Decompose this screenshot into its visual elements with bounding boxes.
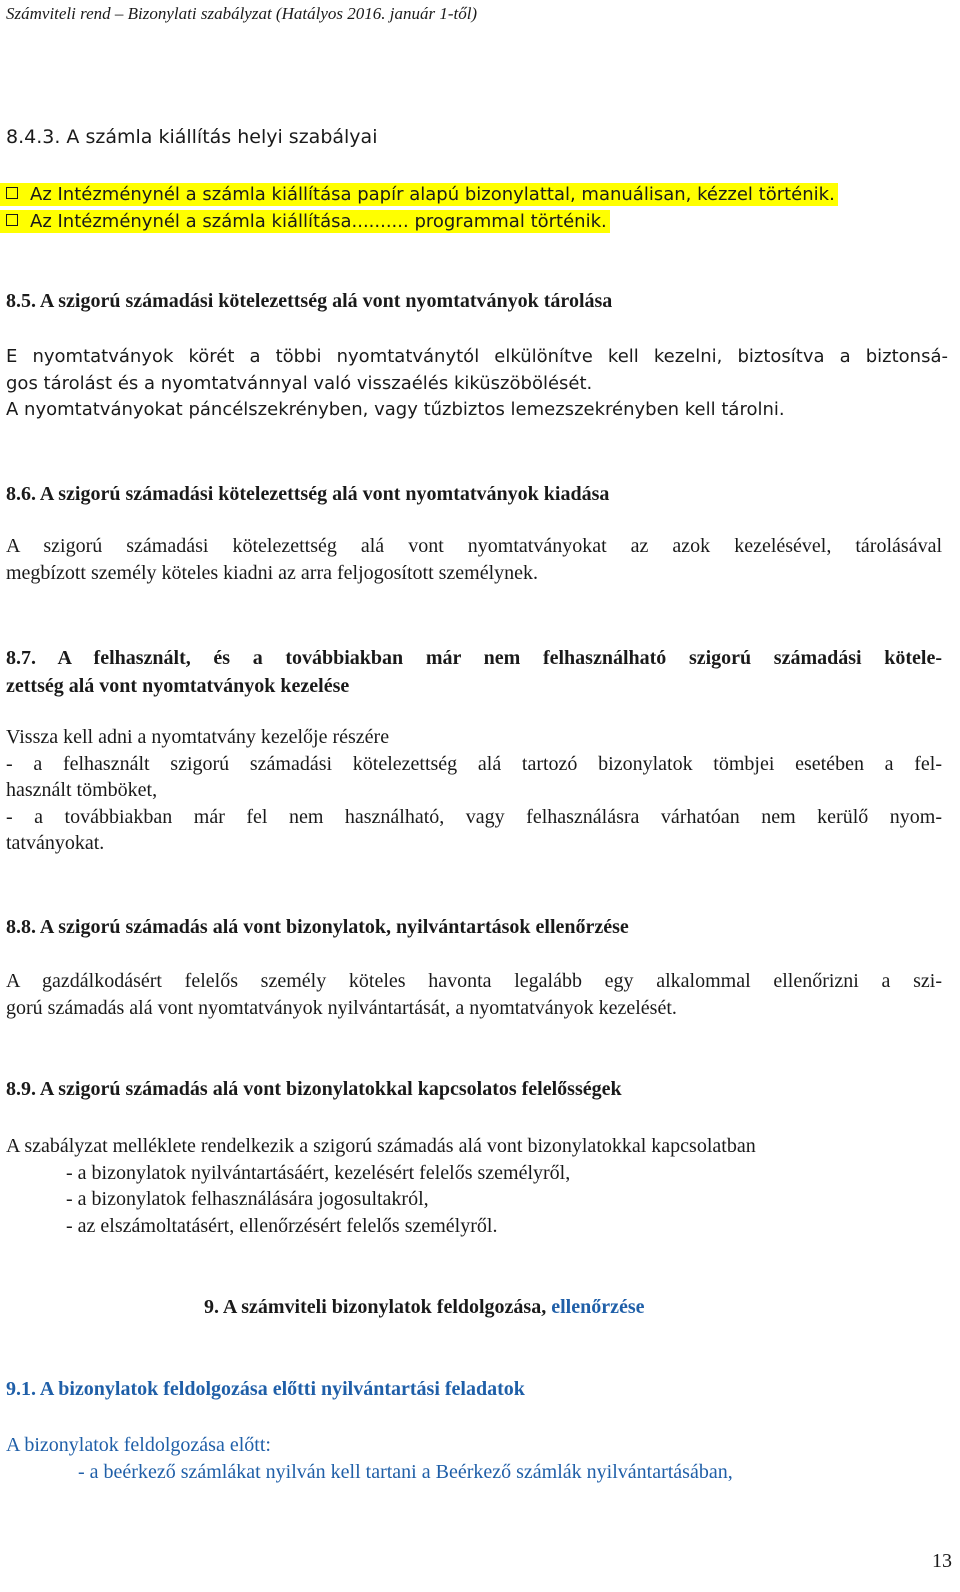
section-title-line2: zettség alá vont nyomtatványok kezelése (6, 675, 350, 697)
paragraph-line: gos tárolást és a nyomtatvánnyal való visszaélés kiküszöbölését. (6, 372, 593, 394)
option-program-invoice[interactable] (0, 210, 610, 233)
list-line: - a továbbiakban már fel nem használható, vagy felhasználásra várhatóan nem kerülő nyom- (6, 805, 942, 828)
list-line: - a felhasznált szigorú számadási kötelezettség alá tartozó bizonylatok tömbjei esetében a fel- (6, 752, 942, 775)
section-title: A szigorú számadási kötelezettség alá vont nyomtatványok kiadása (39, 483, 610, 505)
section-8-6-body (6, 533, 942, 586)
section-title: A szigorú számadás alá vont bizonylatok, nyilvántartások ellenőrzése (39, 916, 629, 938)
list-line: tatványokat. (6, 832, 105, 854)
page-number: 13 (932, 1550, 952, 1572)
section-number: 8.7. (6, 647, 36, 669)
section-8-5-body (6, 344, 948, 424)
section-number: 8.9. (6, 1078, 36, 1100)
list-item: - a bizonylatok nyilvántartásáért, kezelésért felelős személyről, (66, 1161, 571, 1184)
paragraph-line: A gazdálkodásért felelős személy köteles havonta legalább egy alkalommal ellenőrizni a szi- (6, 970, 942, 992)
section-8-9-heading (6, 1078, 622, 1101)
paragraph-line: Vissza kell adni a nyomtatvány kezelője részére (6, 726, 390, 748)
section-number: 8.5. (6, 290, 36, 312)
list-item: - a beérkező számlákat nyilván kell tartani a Beérkező számlák nyilvántartásában, (78, 1460, 733, 1483)
chapter-title: 9. A számviteli bizonylatok feldolgozása, (204, 1296, 547, 1318)
section-9-1-heading: 9.1. A bizonylatok feldolgozása előtti nyilvántartási feladatok (6, 1378, 525, 1400)
section-number: 8.8. (6, 916, 36, 938)
section-8-5-heading (6, 290, 612, 313)
section-number: 8.6. (6, 483, 36, 505)
option-manual-label: Az Intézménynél a számla kiállítása papír alapú bizonylattal, manuálisan, kézzel történik. (30, 184, 835, 205)
section-title: A szigorú számadás alá vont bizonylatokkal kapcsolatos felelősségek (39, 1078, 622, 1100)
section-8-8-body (6, 968, 942, 1021)
chapter-title-highlight: ellenőrzése (551, 1296, 645, 1318)
paragraph-line: A szabályzat melléklete rendelkezik a szigorú számadás alá vont bizonylatokkal kapcsolatban (6, 1135, 756, 1157)
paragraph-line: gorú számadás alá vont nyomtatványok nyilvántartását, a nyomtatványok kezelését. (6, 996, 677, 1019)
section-8-9-body (6, 1133, 942, 1239)
section-title: A szigorú számadási kötelezettség alá vont nyomtatványok tárolása (39, 290, 613, 312)
option-manual-invoice[interactable] (0, 183, 838, 206)
section-8-7-heading (6, 644, 942, 700)
section-8-4-3-title: 8.4.3. A számla kiállítás helyi szabályai (6, 126, 378, 148)
section-title-line1: 8.7. A felhasznált, és a továbbiakban már nem felhasználható szigorú számadási kötele- (6, 647, 942, 669)
paragraph-line: A szigorú számadási kötelezettség alá vont nyomtatványokat az azok kezelésével, tárolásával (6, 535, 942, 557)
option-program-label: Az Intézménynél a számla kiállítása.......... programmal történik. (30, 211, 607, 232)
section-8-8-heading (6, 916, 629, 939)
checkbox-icon[interactable] (6, 214, 18, 226)
paragraph-line: megbízott személy köteles kiadni az arra feljogosított személynek. (6, 561, 539, 584)
running-header: Számviteli rend – Bizonylati szabályzat (Hatályos 2016. január 1-től) (6, 4, 478, 23)
paragraph-line: E nyomtatványok körét a többi nyomtatványtól elkülönítve kell kezelni, biztosítva a biztonsá- (6, 346, 948, 367)
list-item: - az elszámoltatásért, ellenőrzésért felelős személyről. (66, 1214, 498, 1237)
chapter-9-heading (204, 1296, 645, 1319)
section-9-1-body (6, 1432, 942, 1485)
list-line: használt tömböket, (6, 779, 158, 801)
section-8-7-body (6, 724, 942, 857)
paragraph-line: A bizonylatok feldolgozása előtt: (6, 1434, 271, 1456)
paragraph-line: A nyomtatványokat páncélszekrényben, vagy tűzbiztos lemezszekrényben kell tárolni. (6, 399, 785, 420)
checkbox-icon[interactable] (6, 187, 18, 199)
list-item: - a bizonylatok felhasználására jogosultakról, (66, 1188, 429, 1210)
section-8-6-heading (6, 483, 609, 506)
